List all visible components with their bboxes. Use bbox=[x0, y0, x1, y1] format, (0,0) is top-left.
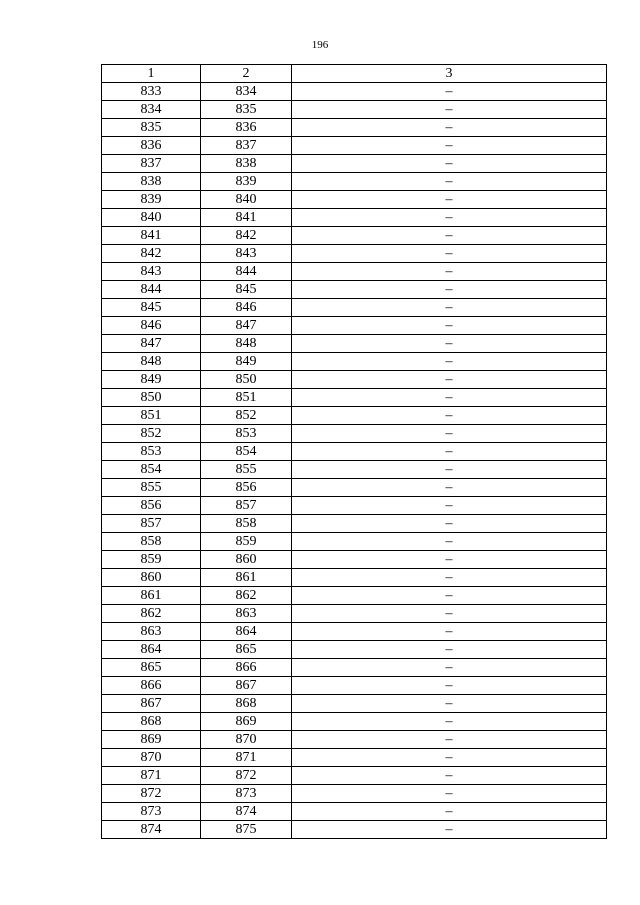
table-cell: 859 bbox=[102, 551, 201, 569]
table-row bbox=[102, 533, 607, 551]
table-row bbox=[102, 263, 607, 281]
table-row bbox=[102, 83, 607, 101]
table-cell: 849 bbox=[102, 371, 201, 389]
table-row bbox=[102, 803, 607, 821]
table-cell: 837 bbox=[102, 155, 201, 173]
table-cell: 848 bbox=[201, 335, 292, 353]
table-row bbox=[102, 821, 607, 839]
table-cell: 847 bbox=[201, 317, 292, 335]
table-cell: – bbox=[292, 389, 607, 407]
table-cell: – bbox=[292, 623, 607, 641]
page-number: 196 bbox=[311, 39, 329, 51]
table-row bbox=[102, 389, 607, 407]
table-cell: 850 bbox=[201, 371, 292, 389]
table-row bbox=[102, 713, 607, 731]
table-row bbox=[102, 515, 607, 533]
data-table bbox=[101, 64, 607, 839]
table-row bbox=[102, 641, 607, 659]
table-cell: 873 bbox=[102, 803, 201, 821]
table-cell: 845 bbox=[201, 281, 292, 299]
table-cell: – bbox=[292, 785, 607, 803]
table-cell: 841 bbox=[102, 227, 201, 245]
table-cell: 871 bbox=[102, 767, 201, 785]
table-cell: – bbox=[292, 137, 607, 155]
table-row bbox=[102, 605, 607, 623]
table-cell: 840 bbox=[102, 209, 201, 227]
table-cell: – bbox=[292, 191, 607, 209]
table-cell: 838 bbox=[201, 155, 292, 173]
table-row bbox=[102, 497, 607, 515]
table-cell: 871 bbox=[201, 749, 292, 767]
table-cell: 870 bbox=[201, 731, 292, 749]
table-cell: – bbox=[292, 335, 607, 353]
table-row bbox=[102, 227, 607, 245]
table-cell: 858 bbox=[201, 515, 292, 533]
table-cell: – bbox=[292, 659, 607, 677]
table-cell: 866 bbox=[201, 659, 292, 677]
table-cell: 856 bbox=[201, 479, 292, 497]
table-cell: – bbox=[292, 353, 607, 371]
table-cell: 867 bbox=[201, 677, 292, 695]
table-cell: – bbox=[292, 497, 607, 515]
table-row bbox=[102, 479, 607, 497]
table-cell: – bbox=[292, 263, 607, 281]
table-row bbox=[102, 659, 607, 677]
table-row bbox=[102, 317, 607, 335]
table-row bbox=[102, 155, 607, 173]
table-cell: – bbox=[292, 533, 607, 551]
table-row bbox=[102, 353, 607, 371]
table-cell: – bbox=[292, 299, 607, 317]
table-row bbox=[102, 767, 607, 785]
column-header: 3 bbox=[292, 65, 607, 83]
table-cell: 841 bbox=[201, 209, 292, 227]
table-cell: 868 bbox=[102, 713, 201, 731]
table-row bbox=[102, 443, 607, 461]
table-cell: – bbox=[292, 821, 607, 839]
table-row bbox=[102, 569, 607, 587]
table-cell: 855 bbox=[201, 461, 292, 479]
table-cell: – bbox=[292, 551, 607, 569]
table-cell: 850 bbox=[102, 389, 201, 407]
table-row bbox=[102, 101, 607, 119]
table-cell: 872 bbox=[102, 785, 201, 803]
table-cell: 874 bbox=[102, 821, 201, 839]
table-row bbox=[102, 425, 607, 443]
table-cell: 868 bbox=[201, 695, 292, 713]
table-cell: 862 bbox=[102, 605, 201, 623]
table-cell: 839 bbox=[201, 173, 292, 191]
table-cell: – bbox=[292, 731, 607, 749]
table-cell: – bbox=[292, 83, 607, 101]
table-cell: 845 bbox=[102, 299, 201, 317]
table-cell: 853 bbox=[201, 425, 292, 443]
table-cell: – bbox=[292, 767, 607, 785]
table-cell: 852 bbox=[201, 407, 292, 425]
table-row bbox=[102, 407, 607, 425]
table-cell: – bbox=[292, 155, 607, 173]
table-cell: 861 bbox=[102, 587, 201, 605]
table-row bbox=[102, 695, 607, 713]
table-cell: 837 bbox=[201, 137, 292, 155]
table-cell: – bbox=[292, 281, 607, 299]
table-cell: – bbox=[292, 317, 607, 335]
table-cell: 834 bbox=[102, 101, 201, 119]
table-cell: 844 bbox=[102, 281, 201, 299]
column-header: 2 bbox=[201, 65, 292, 83]
table-cell: 852 bbox=[102, 425, 201, 443]
table-cell: – bbox=[292, 407, 607, 425]
table-cell: 843 bbox=[102, 263, 201, 281]
table-cell: – bbox=[292, 515, 607, 533]
table-cell: – bbox=[292, 371, 607, 389]
table-cell: 836 bbox=[201, 119, 292, 137]
table-cell: 844 bbox=[201, 263, 292, 281]
table-cell: 835 bbox=[201, 101, 292, 119]
table-cell: 842 bbox=[102, 245, 201, 263]
table-cell: – bbox=[292, 443, 607, 461]
table-cell: 856 bbox=[102, 497, 201, 515]
table-cell: 836 bbox=[102, 137, 201, 155]
table-cell: 870 bbox=[102, 749, 201, 767]
table-cell: – bbox=[292, 803, 607, 821]
table-cell: 854 bbox=[102, 461, 201, 479]
table-row bbox=[102, 371, 607, 389]
table-cell: 869 bbox=[102, 731, 201, 749]
header-row bbox=[102, 65, 607, 83]
table-cell: 835 bbox=[102, 119, 201, 137]
table-cell: 875 bbox=[201, 821, 292, 839]
table-cell: 869 bbox=[201, 713, 292, 731]
table-cell: – bbox=[292, 227, 607, 245]
table-row bbox=[102, 677, 607, 695]
table-cell: 838 bbox=[102, 173, 201, 191]
table-cell: 859 bbox=[201, 533, 292, 551]
table-cell: – bbox=[292, 677, 607, 695]
table-cell: 842 bbox=[201, 227, 292, 245]
table-cell: 874 bbox=[201, 803, 292, 821]
table-cell: – bbox=[292, 209, 607, 227]
table-row bbox=[102, 623, 607, 641]
table-row bbox=[102, 551, 607, 569]
table-cell: 839 bbox=[102, 191, 201, 209]
table-cell: 857 bbox=[102, 515, 201, 533]
table-cell: 864 bbox=[201, 623, 292, 641]
table-cell: 851 bbox=[102, 407, 201, 425]
table-cell: 861 bbox=[201, 569, 292, 587]
table-cell: 864 bbox=[102, 641, 201, 659]
table-row bbox=[102, 587, 607, 605]
table-row bbox=[102, 281, 607, 299]
table-cell: 851 bbox=[201, 389, 292, 407]
table-row bbox=[102, 245, 607, 263]
table-row bbox=[102, 173, 607, 191]
table-cell: – bbox=[292, 569, 607, 587]
table-cell: 848 bbox=[102, 353, 201, 371]
table-cell: 834 bbox=[201, 83, 292, 101]
table-cell: 860 bbox=[102, 569, 201, 587]
table-row bbox=[102, 785, 607, 803]
table-cell: 873 bbox=[201, 785, 292, 803]
table-cell: 862 bbox=[201, 587, 292, 605]
table-cell: – bbox=[292, 173, 607, 191]
table-cell: – bbox=[292, 119, 607, 137]
table-cell: 853 bbox=[102, 443, 201, 461]
table-cell: 858 bbox=[102, 533, 201, 551]
table-row bbox=[102, 137, 607, 155]
table-cell: 863 bbox=[201, 605, 292, 623]
table-cell: 846 bbox=[102, 317, 201, 335]
table-cell: 840 bbox=[201, 191, 292, 209]
table-cell: 865 bbox=[201, 641, 292, 659]
table-cell: 855 bbox=[102, 479, 201, 497]
table-cell: 854 bbox=[201, 443, 292, 461]
table-row bbox=[102, 209, 607, 227]
table-cell: 849 bbox=[201, 353, 292, 371]
table-cell: – bbox=[292, 749, 607, 767]
table-cell: – bbox=[292, 101, 607, 119]
table-cell: – bbox=[292, 245, 607, 263]
table-row bbox=[102, 461, 607, 479]
table-row bbox=[102, 119, 607, 137]
table-cell: 846 bbox=[201, 299, 292, 317]
table-row bbox=[102, 749, 607, 767]
table-row bbox=[102, 191, 607, 209]
table-row bbox=[102, 299, 607, 317]
table-cell: – bbox=[292, 479, 607, 497]
table-cell: – bbox=[292, 605, 607, 623]
table-cell: 867 bbox=[102, 695, 201, 713]
table-cell: – bbox=[292, 641, 607, 659]
table-cell: 863 bbox=[102, 623, 201, 641]
table-cell: 860 bbox=[201, 551, 292, 569]
table-body bbox=[102, 83, 607, 839]
table-cell: 843 bbox=[201, 245, 292, 263]
table-cell: – bbox=[292, 587, 607, 605]
table-cell: 865 bbox=[102, 659, 201, 677]
table-cell: 872 bbox=[201, 767, 292, 785]
table-cell: – bbox=[292, 713, 607, 731]
table-cell: – bbox=[292, 461, 607, 479]
table-cell: 847 bbox=[102, 335, 201, 353]
table-cell: 857 bbox=[201, 497, 292, 515]
table-cell: – bbox=[292, 695, 607, 713]
table-row bbox=[102, 731, 607, 749]
table-row bbox=[102, 335, 607, 353]
table-cell: – bbox=[292, 425, 607, 443]
table-cell: 866 bbox=[102, 677, 201, 695]
table-cell: 833 bbox=[102, 83, 201, 101]
column-header: 1 bbox=[102, 65, 201, 83]
